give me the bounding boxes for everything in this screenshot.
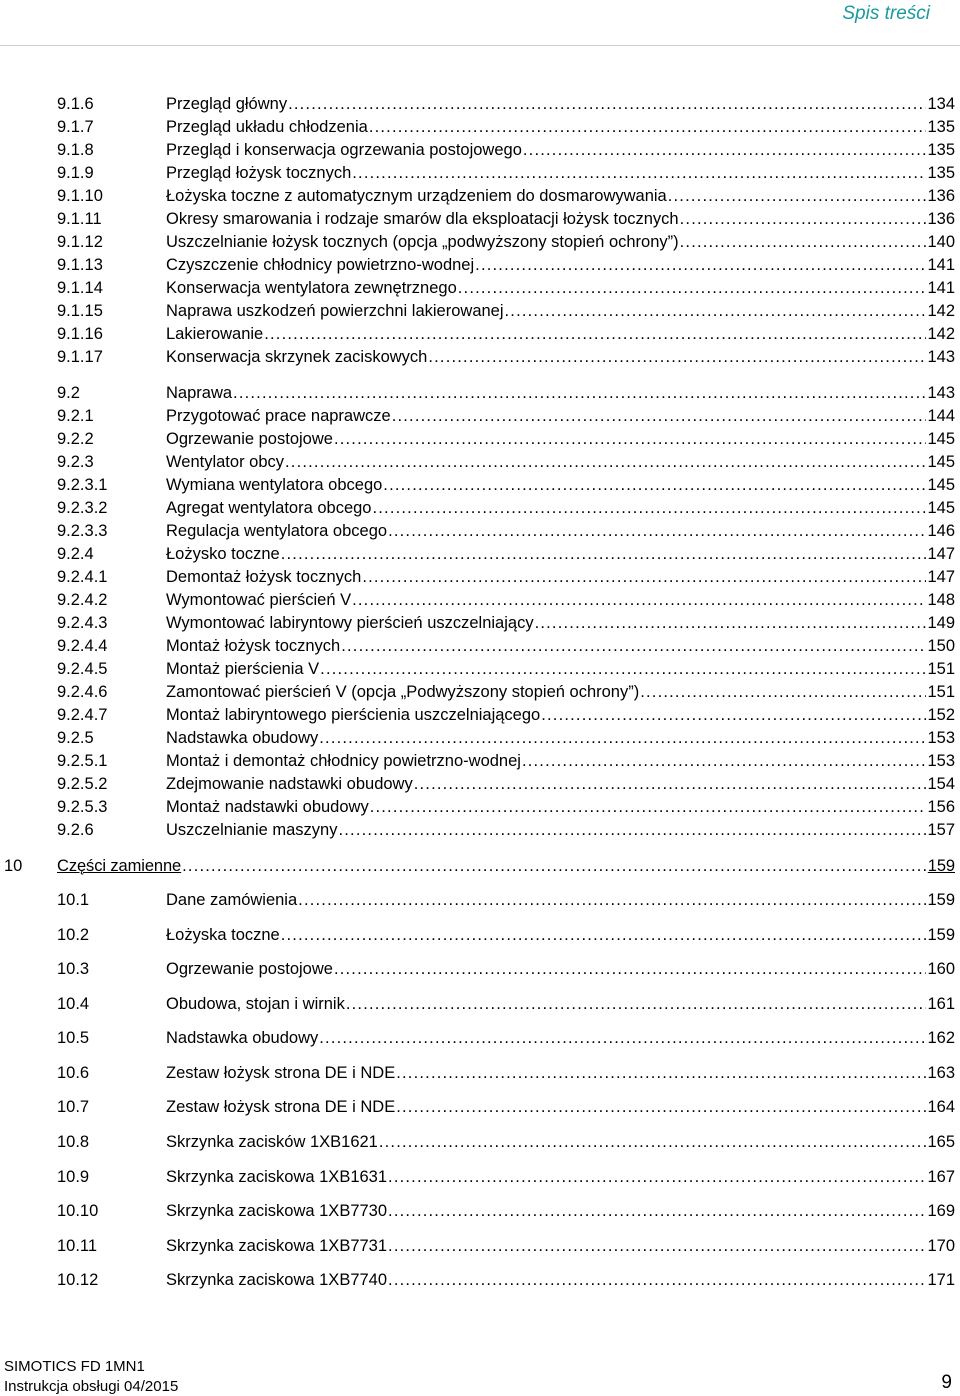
toc-entry-number: 9.2.4.6: [57, 683, 108, 701]
toc-entry-leader: [166, 681, 955, 703]
dot-leader: [285, 451, 926, 473]
toc-entry-title[interactable]: Czyszczenie chłodnicy powietrzno-wodnej: [166, 256, 475, 274]
toc-entry-number: 9.1.7: [57, 118, 94, 136]
toc-entry-leader: [166, 993, 955, 1015]
toc-entry-page[interactable]: 161: [927, 995, 955, 1013]
toc-entry-title[interactable]: Wymontować pierścień V: [166, 591, 352, 609]
toc-entry[interactable]: [0, 993, 960, 1015]
toc-entry-leader: [166, 1096, 955, 1118]
toc-entry-page[interactable]: 141: [927, 256, 955, 274]
toc-entry-number: 10.10: [57, 1202, 99, 1220]
toc-entry-page[interactable]: 142: [927, 302, 955, 320]
dot-leader: [396, 1096, 926, 1118]
toc-entry-leader: [166, 543, 955, 565]
toc-entry-number: 10.7: [57, 1098, 90, 1116]
toc-entry-page[interactable]: 149: [927, 614, 955, 632]
toc-entry-page[interactable]: 145: [927, 476, 955, 494]
toc-entry[interactable]: [0, 300, 960, 322]
toc-entry-leader: [166, 520, 955, 542]
toc-entry-title[interactable]: Uszczelnianie maszyny: [166, 821, 338, 839]
toc-entry-page[interactable]: 164: [927, 1098, 955, 1116]
dot-leader: [505, 300, 927, 322]
toc-entry-title[interactable]: Dane zamówienia: [166, 891, 298, 909]
toc-entry-page[interactable]: 143: [927, 384, 955, 402]
toc-entry-leader: [166, 635, 955, 657]
toc-entry-page[interactable]: 140: [927, 233, 955, 251]
toc-entry-number: 9.2.4.3: [57, 614, 108, 632]
toc-entry[interactable]: [0, 924, 960, 946]
toc-entry-page[interactable]: 171: [927, 1271, 955, 1289]
toc-entry-title[interactable]: Ogrzewanie postojowe: [166, 960, 333, 978]
dot-leader: [392, 405, 927, 427]
toc-entry-leader: [166, 1027, 955, 1049]
toc-entry-page[interactable]: 170: [927, 1237, 955, 1255]
dot-leader: [372, 497, 926, 519]
dot-leader: [334, 428, 927, 450]
toc-entry-number: 9.2.3.3: [57, 522, 108, 540]
dot-leader: [352, 589, 926, 611]
toc-entry-number: 10.9: [57, 1168, 90, 1186]
toc-entry-page[interactable]: 145: [927, 430, 955, 448]
dot-leader: [475, 254, 926, 276]
dot-leader: [388, 520, 926, 542]
toc-entry[interactable]: [0, 1166, 960, 1188]
toc-entry[interactable]: [0, 139, 960, 161]
toc-entry-number: 9.2.2: [57, 430, 94, 448]
toc-entry-page[interactable]: 147: [927, 568, 955, 586]
toc-entry-title[interactable]: Zestaw łożysk strona DE i NDE: [166, 1098, 396, 1116]
toc-entry-number: 9.2.4.2: [57, 591, 108, 609]
dot-leader: [362, 566, 926, 588]
toc-entry-leader: [166, 277, 955, 299]
toc-entry-number: 9.2.3.2: [57, 499, 108, 517]
toc-entry-page[interactable]: 136: [927, 210, 955, 228]
toc-entry-title[interactable]: Obudowa, stojan i wirnik: [166, 995, 345, 1013]
dot-leader: [182, 855, 927, 877]
toc-entry-leader: [166, 612, 955, 634]
dot-leader: [383, 474, 926, 496]
toc-entry-leader: [166, 958, 955, 980]
toc-entry-page[interactable]: 159: [927, 891, 955, 909]
toc-entry-page[interactable]: 151: [927, 660, 955, 678]
toc-entry-title[interactable]: Skrzynka zaciskowa 1XB1631: [166, 1168, 388, 1186]
toc-entry-leader: [166, 185, 955, 207]
toc-entry[interactable]: [0, 750, 960, 772]
dot-leader: [341, 635, 926, 657]
toc-entry-page[interactable]: 160: [927, 960, 955, 978]
toc-entry-number: 9.1.13: [57, 256, 103, 274]
toc-entry[interactable]: [0, 1269, 960, 1291]
toc-entry-page[interactable]: 159: [927, 857, 955, 875]
toc-entry-title[interactable]: Montaż pierścienia V: [166, 660, 320, 678]
toc-entry-title[interactable]: Montaż nadstawki obudowy: [166, 798, 369, 816]
toc-entry-title[interactable]: Przegląd układu chłodzenia: [166, 118, 368, 136]
toc-entry-page[interactable]: 148: [927, 591, 955, 609]
toc-entry-page[interactable]: 142: [927, 325, 955, 343]
toc-entry-number: 10.1: [57, 891, 90, 909]
toc-entry-page[interactable]: 134: [927, 95, 955, 113]
toc-entry-leader: [166, 323, 955, 345]
toc-entry-title[interactable]: Skrzynka zaciskowa 1XB7731: [166, 1237, 388, 1255]
dot-leader: [535, 612, 927, 634]
footer-manual-edition: Instrukcja obsługi 04/2015: [4, 1378, 179, 1395]
toc-entry-title[interactable]: Skrzynka zacisków 1XB1621: [166, 1133, 378, 1151]
toc-entry-title[interactable]: Łożyska toczne z automatycznym urządzeniem do dosmarowywania: [166, 187, 667, 205]
dot-leader: [319, 1027, 926, 1049]
toc-entry-number: 10.3: [57, 960, 90, 978]
toc-entry-page[interactable]: 146: [927, 522, 955, 540]
toc-entry-title[interactable]: Konserwacja skrzynek zaciskowych: [166, 348, 428, 366]
running-header: Spis treści: [842, 3, 930, 24]
toc-entry-title[interactable]: Lakierowanie: [166, 325, 264, 343]
dot-leader: [414, 773, 927, 795]
footer-product: SIMOTICS FD 1MN1: [4, 1358, 145, 1375]
toc-entry-leader: [166, 796, 955, 818]
toc-entry[interactable]: [0, 1062, 960, 1084]
dot-leader: [338, 819, 926, 841]
toc-entry[interactable]: [0, 819, 960, 841]
toc-entry-title[interactable]: Naprawa uszkodzeń powierzchni lakierowanej: [166, 302, 504, 320]
dot-leader: [319, 727, 926, 749]
toc-entry-title[interactable]: Skrzynka zaciskowa 1XB7740: [166, 1271, 388, 1289]
toc-entry-number: 9.1.11: [57, 210, 102, 228]
toc-entry[interactable]: [0, 254, 960, 276]
dot-leader: [346, 993, 927, 1015]
dot-leader: [522, 750, 927, 772]
toc-entry-number: 9.1.9: [57, 164, 94, 182]
toc-entry-leader: [166, 924, 955, 946]
toc-entry[interactable]: [0, 773, 960, 795]
toc-entry[interactable]: [0, 208, 960, 230]
toc-entry-leader: [166, 208, 955, 230]
toc-entry-leader: [166, 451, 955, 473]
toc-entry-leader: [166, 773, 955, 795]
dot-leader: [458, 277, 927, 299]
toc-entry-page[interactable]: 141: [927, 279, 955, 297]
toc-entry-leader: [166, 474, 955, 496]
toc-entry-leader: [166, 889, 955, 911]
toc-entry[interactable]: [0, 1131, 960, 1153]
toc-entry-number: 10.11: [57, 1237, 98, 1255]
toc-entry-page[interactable]: 153: [927, 729, 955, 747]
toc-entry-number: 9.1.12: [57, 233, 103, 251]
toc-entry-number: 9.2.4: [57, 545, 94, 563]
toc-entry-number: 9.2.5.1: [57, 752, 108, 770]
toc-entry-leader: [166, 231, 955, 253]
dot-leader: [320, 658, 926, 680]
toc-entry[interactable]: [0, 681, 960, 703]
toc-entry-leader: [166, 300, 955, 322]
toc-entry-leader: [166, 254, 955, 276]
toc-entry-title[interactable]: Demontaż łożysk tocznych: [166, 568, 362, 586]
toc-entry-leader: [57, 855, 955, 877]
toc-entry-page[interactable]: 144: [927, 407, 955, 425]
toc-entry-title[interactable]: Zestaw łożysk strona DE i NDE: [166, 1064, 396, 1082]
toc-entry[interactable]: [0, 589, 960, 611]
toc-entry-leader: [166, 162, 955, 184]
toc-entry-leader: [166, 566, 955, 588]
toc-entry-number: 9.2.5.3: [57, 798, 108, 816]
toc-entry-number: 10: [4, 857, 23, 875]
toc-entry[interactable]: [0, 185, 960, 207]
toc-entry-number: 9.1.8: [57, 141, 94, 159]
toc-entry-number: 9.2.1: [57, 407, 94, 425]
toc-entry-number: 9.2.5.2: [57, 775, 108, 793]
toc-entry-number: 10.8: [57, 1133, 90, 1151]
toc-entry[interactable]: [0, 612, 960, 634]
toc-entry[interactable]: [0, 451, 960, 473]
toc-entry[interactable]: [0, 497, 960, 519]
toc-entry-title[interactable]: Zdejmowanie nadstawki obudowy: [166, 775, 413, 793]
toc-entry-page[interactable]: 150: [927, 637, 955, 655]
toc-entry-number: 9.1.10: [57, 187, 103, 205]
toc-entry[interactable]: [0, 1200, 960, 1222]
toc-entry[interactable]: [0, 727, 960, 749]
toc-entry[interactable]: [0, 116, 960, 138]
toc-entry[interactable]: [0, 231, 960, 253]
toc-entry[interactable]: [0, 658, 960, 680]
toc-entry-number: 10.6: [57, 1064, 90, 1082]
toc-entry-title[interactable]: Przegląd i konserwacja ogrzewania postojowego: [166, 141, 522, 159]
page-number: 9: [941, 1372, 952, 1393]
toc-entry-page[interactable]: 147: [927, 545, 955, 563]
dot-leader: [233, 382, 926, 404]
toc-entry-leader: [166, 750, 955, 772]
toc-entry-title[interactable]: Okresy smarowania i rodzaje smarów dla eksploatacji łożysk tocznych: [166, 210, 679, 228]
toc-entry[interactable]: [0, 428, 960, 450]
toc-entry-title[interactable]: Konserwacja wentylatora zewnętrznego: [166, 279, 457, 297]
dot-leader: [680, 208, 927, 230]
toc-entry[interactable]: [0, 1235, 960, 1257]
toc-entry-title[interactable]: Nadstawka obudowy: [166, 729, 319, 747]
toc-entry-page[interactable]: 163: [927, 1064, 955, 1082]
toc-entry-number: 10.5: [57, 1029, 90, 1047]
toc-entry[interactable]: [0, 704, 960, 726]
toc-entry-leader: [166, 1200, 955, 1222]
toc-entry[interactable]: [0, 635, 960, 657]
toc-entry-title[interactable]: Wentylator obcy: [166, 453, 284, 471]
toc-entry-title[interactable]: Agregat wentylatora obcego: [166, 499, 372, 517]
toc-entry-page[interactable]: 157: [927, 821, 955, 839]
toc-entry-number: 9.2.6: [57, 821, 94, 839]
toc-entry-title[interactable]: Regulacja wentylatora obcego: [166, 522, 388, 540]
toc-entry-title[interactable]: Uszczelnianie łożysk tocznych (opcja „podwyższony stopień ochrony”): [166, 233, 679, 251]
toc-entry-page[interactable]: 135: [927, 164, 955, 182]
toc-entry-title[interactable]: Montaż i demontaż chłodnicy powietrzno-wodnej: [166, 752, 521, 770]
dot-leader: [298, 889, 926, 911]
toc-entry-page[interactable]: 145: [927, 499, 955, 517]
toc-entry-number: 9.2.3: [57, 453, 94, 471]
toc-entry-number: 10.2: [57, 926, 90, 944]
toc-entry-title[interactable]: Wymiana wentylatora obcego: [166, 476, 383, 494]
toc-entry-leader: [166, 1062, 955, 1084]
toc-entry-page[interactable]: 154: [927, 775, 955, 793]
toc-entry[interactable]: [0, 889, 960, 911]
toc-entry-page[interactable]: 135: [927, 118, 955, 136]
toc-entry-title[interactable]: Naprawa: [166, 384, 233, 402]
dot-leader: [281, 924, 927, 946]
toc-entry-leader: [166, 346, 955, 368]
dot-leader: [388, 1269, 926, 1291]
toc-entry-title[interactable]: Montaż labiryntowego pierścienia uszczelniającego: [166, 706, 541, 724]
toc-entry-title[interactable]: Części zamienne: [57, 857, 182, 875]
dot-leader: [388, 1235, 926, 1257]
dot-leader: [288, 93, 926, 115]
toc-entry-title[interactable]: Skrzynka zaciskowa 1XB7730: [166, 1202, 388, 1220]
toc-entry-leader: [166, 405, 955, 427]
toc-entry-page[interactable]: 145: [927, 453, 955, 471]
toc-entry-page[interactable]: 136: [927, 187, 955, 205]
toc-entry-leader: [166, 116, 955, 138]
toc-chapter-entry[interactable]: [0, 855, 960, 877]
toc-entry-page[interactable]: 159: [927, 926, 955, 944]
header-divider: [0, 45, 960, 46]
toc-entry-title[interactable]: Wymontować labiryntowy pierścień uszczelniający: [166, 614, 534, 632]
toc-entry-number: 9.2.5: [57, 729, 94, 747]
toc-entry-title[interactable]: Montaż łożysk tocznych: [166, 637, 341, 655]
dot-leader: [680, 231, 927, 253]
toc-entry-page[interactable]: 169: [927, 1202, 955, 1220]
toc-entry-number: 9.2.4.7: [57, 706, 108, 724]
toc-entry-page[interactable]: 152: [927, 706, 955, 724]
toc-entry-page[interactable]: 143: [927, 348, 955, 366]
toc-entry-title[interactable]: Łożysko toczne: [166, 545, 280, 563]
toc-entry[interactable]: [0, 277, 960, 299]
toc-entry-leader: [166, 382, 955, 404]
toc-entry[interactable]: [0, 93, 960, 115]
toc-entry[interactable]: [0, 796, 960, 818]
dot-leader: [388, 1166, 926, 1188]
dot-leader: [396, 1062, 926, 1084]
toc-entry-page[interactable]: 162: [927, 1029, 955, 1047]
toc-entry[interactable]: [0, 382, 960, 404]
toc-entry-title[interactable]: Łożyska toczne: [166, 926, 280, 944]
dot-leader: [541, 704, 926, 726]
dot-leader: [352, 162, 926, 184]
toc-entry[interactable]: [0, 520, 960, 542]
toc-entry-title[interactable]: Nadstawka obudowy: [166, 1029, 319, 1047]
dot-leader: [264, 323, 926, 345]
toc-entry-leader: [166, 428, 955, 450]
dot-leader: [334, 958, 927, 980]
toc-entry-number: 9.1.16: [57, 325, 103, 343]
toc-entry-leader: [166, 589, 955, 611]
toc-entry-page[interactable]: 135: [927, 141, 955, 159]
dot-leader: [379, 1131, 927, 1153]
toc-entry-leader: [166, 1269, 955, 1291]
toc-entry-number: 9.1.17: [57, 348, 103, 366]
toc-entry[interactable]: [0, 474, 960, 496]
toc-entry[interactable]: [0, 543, 960, 565]
toc-entry-number: 9.2.3.1: [57, 476, 108, 494]
toc-entry-leader: [166, 704, 955, 726]
toc-entry-number: 10.4: [57, 995, 90, 1013]
toc-entry-leader: [166, 139, 955, 161]
dot-leader: [640, 681, 926, 703]
dot-leader: [369, 116, 927, 138]
toc-entry[interactable]: [0, 162, 960, 184]
toc-entry[interactable]: [0, 566, 960, 588]
toc-entry-leader: [166, 658, 955, 680]
toc-entry-number: 9.1.14: [57, 279, 103, 297]
dot-leader: [388, 1200, 926, 1222]
toc-entry-page[interactable]: 151: [927, 683, 955, 701]
toc-entry[interactable]: [0, 1096, 960, 1118]
toc-entry-leader: [166, 727, 955, 749]
toc-entry-leader: [166, 819, 955, 841]
toc-entry-number: 9.1.15: [57, 302, 103, 320]
toc-entry-title[interactable]: Przegląd główny: [166, 95, 288, 113]
toc-entry-title[interactable]: Ogrzewanie postojowe: [166, 430, 333, 448]
toc-entry-page[interactable]: 156: [927, 798, 955, 816]
toc-entry-leader: [166, 1235, 955, 1257]
toc-entry-page[interactable]: 167: [927, 1168, 955, 1186]
dot-leader: [428, 346, 926, 368]
toc-entry[interactable]: [0, 405, 960, 427]
toc-entry-title[interactable]: Przygotować prace naprawcze: [166, 407, 391, 425]
toc-entry-leader: [166, 1131, 955, 1153]
dot-leader: [281, 543, 927, 565]
dot-leader: [523, 139, 927, 161]
dot-leader: [370, 796, 927, 818]
toc-entry-number: 10.12: [57, 1271, 99, 1289]
toc-entry-number: 9.2.4.1: [57, 568, 108, 586]
toc-entry-number: 9.2.4.5: [57, 660, 108, 678]
dot-leader: [668, 185, 927, 207]
toc-entry-number: 9.2.4.4: [57, 637, 108, 655]
toc-entry-title[interactable]: Przegląd łożysk tocznych: [166, 164, 352, 182]
toc-entry-leader: [166, 497, 955, 519]
toc-entry[interactable]: [0, 958, 960, 980]
toc-entry-page[interactable]: 153: [927, 752, 955, 770]
toc-entry-leader: [166, 93, 955, 115]
toc-entry-page[interactable]: 165: [927, 1133, 955, 1151]
toc-entry-title[interactable]: Zamontować pierścień V (opcja „Podwyższony stopień ochrony”): [166, 683, 640, 701]
toc-entry[interactable]: [0, 323, 960, 345]
toc-entry[interactable]: [0, 1027, 960, 1049]
toc-entry-number: 9.1.6: [57, 95, 94, 113]
toc-entry[interactable]: [0, 346, 960, 368]
toc-entry-leader: [166, 1166, 955, 1188]
toc-entry-number: 9.2: [57, 384, 80, 402]
